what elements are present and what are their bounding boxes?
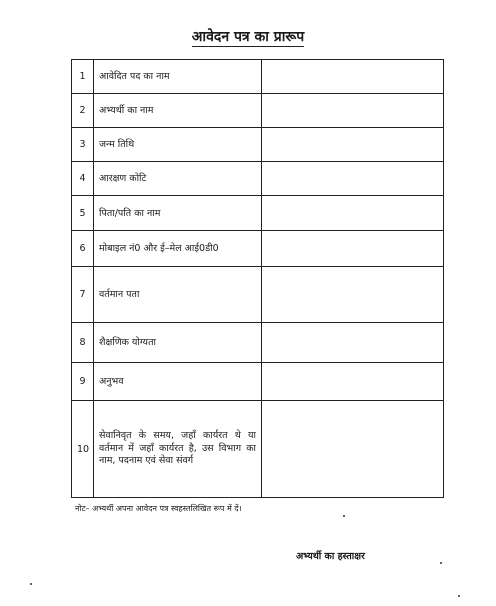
table-row <box>72 323 444 363</box>
table-row <box>72 128 444 162</box>
row-value-cell <box>262 196 444 231</box>
row-value-cell <box>262 267 444 323</box>
row-number: 1 <box>72 60 94 94</box>
table-row <box>72 363 444 401</box>
row-label: पिता/पति का नाम <box>94 196 262 231</box>
table-row <box>72 231 444 267</box>
form-title: आवेदन पत्र का प्रारूप <box>191 29 305 45</box>
row-number: 2 <box>72 94 94 128</box>
table-row <box>72 196 444 231</box>
row-value-cell <box>262 94 444 128</box>
row-label: अनुभव <box>94 363 262 401</box>
row-value-cell <box>262 401 444 498</box>
table-row <box>72 267 444 323</box>
row-label: शैक्षणिक योग्यता <box>94 323 262 363</box>
row-number: 8 <box>72 323 94 363</box>
row-value-cell <box>262 128 444 162</box>
row-number: 6 <box>72 231 94 267</box>
scan-speck <box>30 583 32 585</box>
row-value-cell <box>262 323 444 363</box>
table-row <box>72 401 444 498</box>
table-row <box>72 60 444 94</box>
row-number: 5 <box>72 196 94 231</box>
row-value-cell <box>262 363 444 401</box>
row-number: 7 <box>72 267 94 323</box>
row-number: 10 <box>72 401 94 498</box>
row-value-cell <box>262 162 444 196</box>
row-number: 9 <box>72 363 94 401</box>
row-number: 3 <box>72 128 94 162</box>
row-label: मोबाइल नं0 और ई–मेल आई0डी0 <box>94 231 262 267</box>
row-value-cell <box>262 60 444 94</box>
application-form-table <box>71 59 444 498</box>
row-label: जन्म तिथि <box>94 128 262 162</box>
row-label: वर्तमान पता <box>94 267 262 323</box>
row-value-cell <box>262 231 444 267</box>
note-text: नोट– अभ्यर्थी अपना आवेदन पत्र स्वहस्तलिखित रूप में दें। <box>75 504 242 513</box>
row-number: 4 <box>72 162 94 196</box>
scan-speck <box>343 515 345 517</box>
row-label: सेवानिवृत के समय, जहाँ कार्यरत थे या वर्तमान में जहाँ कार्यरत है, उस विभाग का नाम, पदनाम एवं सेवा संवर्ग <box>94 401 262 498</box>
scan-speck <box>440 562 442 564</box>
row-label: आरक्षण कोटि <box>94 162 262 196</box>
applicant-signature-label: अभ्यर्थी का हस्ताक्षर <box>296 551 365 562</box>
table-row <box>72 94 444 128</box>
scan-speck <box>458 595 460 597</box>
row-label: आवेदित पद का नाम <box>94 60 262 94</box>
table-row <box>72 162 444 196</box>
row-label: अभ्यर्थी का नाम <box>94 94 262 128</box>
